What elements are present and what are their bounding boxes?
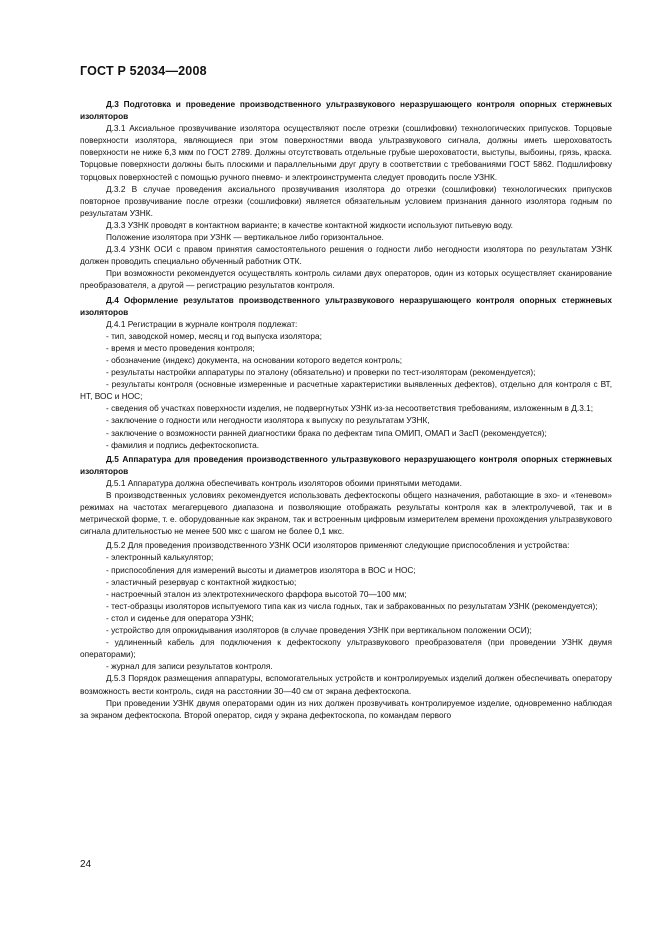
paragraph-d4-1: Д.4.1 Регистрации в журнале контроля подлежат: [106,318,298,329]
paragraph-d5-3: Д.5.3 Порядок размещения аппаратуры, вспомогательных устройств и контролируемых изделий должен обеспечивать оператору возможность вести контроль, сидя на расстоянии 30—40 см от экрана дефектоскопа. [80,673,612,696]
paragraph: При проведении УЗНК двумя операторами один из них должен прозвучивать контролируемое изделие, одновременно наблюдая за экраном дефектоскопа. Второй оператор, сидя у экрана дефектоскопа, по командам первого [80,697,612,720]
list-item: - эластичный резервуар с контактной жидкостью; [106,576,297,587]
list-item: - тип, заводской номер, месяц и год выпуска изолятора; [106,330,322,341]
paragraph-d5-2: Д.5.2 Для проведения производственного УЗНК ОСИ изоляторов применяют следующие приспособления и устройства: [106,540,570,551]
list-item: - заключение о годности или негодности изолятора к выпуску по результатам УЗНК, [106,415,430,426]
list-item: - устройство для опрокидывания изоляторов (в случае проведения УЗНК при вертикальном положении ОСИ); [106,625,532,636]
section-heading-d5: Д.5 Аппаратура для проведения производственного ультразвукового неразрушающего контроля опорных стержневых изоляторов [80,453,612,476]
section-heading-d4: Д.4 Оформление результатов производственного ультразвукового неразрушающего контроля опорных стержневых изоляторов [80,294,612,317]
paragraph: В производственных условиях рекомендуется использовать дефектоскопы общего назначения, работающие в эхо- и «теневом» режимах на частотах мегагерцевого диапазона и позволяющие отображать результаты контроля как в электролучевой, так и в метрической форме, т. е. оборудованные как экраном, так и встроенным цифровым измерителем времени прохождения ультразвукового сигнала длительностью не менее 500 мкс с шагом не более 0,1 мкс. [80,490,612,537]
list-item: - стол и сиденье для оператора УЗНК; [106,612,254,623]
section-heading-d3: Д.3 Подготовка и проведение производственного ультразвукового неразрушающего контроля опорных стержневых изоляторов [80,99,612,122]
list-item: - заключение о возможности ранней диагностики брака по дефектам типа ОМИП, ОМАП и ЗасП (рекомендуется); [106,427,547,438]
paragraph-d3-2: Д.3.2 В случае проведения аксиального прозвучивания изолятора до отрезки (сошлифовки) технологических припусков повторное прозвучивание после отрезки (сошлифовки) является обязательным условием признания данного изолятора годным по результатам УЗНК. [80,183,612,218]
list-item: - время и место проведения контроля; [106,342,255,353]
list-item: - приспособления для измерений высоты и диаметров изолятора в ВОС и НОС; [106,564,416,575]
list-item: - журнал для записи результатов контроля. [106,661,273,672]
paragraph: Положение изолятора при УЗНК — вертикальное либо горизонтальное. [106,232,384,243]
paragraph-d3-3: Д.3.3 УЗНК проводят в контактном варианте; в качестве контактной жидкости используют питьевую воду. [106,219,513,230]
list-item: - удлиненный кабель для подключения к дефектоскопу ультразвукового преобразователя (при проведении УЗНК двумя операторами); [80,637,612,660]
list-item: - настроечный эталон из электротехнического фарфора высотой 70—100 мм; [106,588,407,599]
list-item: - результаты настройки аппаратуры по эталону (обязательно) и проверки по тест-изоляторам (рекомендуется); [106,367,536,378]
paragraph: При возможности рекомендуется осуществлять контроль силами двух операторов, один из которых осуществляет сканирование преобразователя, а другой — регистрацию результатов контроля. [80,268,612,291]
list-item: - сведения об участках поверхности изделия, не подвергнутых УЗНК из-за несоответствия требованиям, изложенным в Д.3.1; [106,403,594,414]
list-item: - тест-образцы изоляторов испытуемого типа как из числа годных, так и забракованных по результатам УЗНК (рекомендуется); [106,600,598,611]
list-item: - результаты контроля (основные измеренные и расчетные характеристики выявленных дефектов), отдельно для контроля с ВТ, НТ, ВОС и НОС; [80,379,612,402]
list-item: - обозначение (индекс) документа, на основании которого ведется контроль; [106,354,403,365]
document-body [80,96,612,721]
paragraph-d3-4: Д.3.4 УЗНК ОСИ с правом принятия самостоятельного решения о годности либо негодности изолятора по результатам УЗНК должен проводить специально обученный работник ОТК. [80,244,612,267]
list-item: - электронный калькулятор; [106,552,214,563]
paragraph-d3-1: Д.3.1 Аксиальное прозвучивание изолятора осуществляют после отрезки (сошлифовки) технологических припусков. Торцовые поверхности изолятора, являющиеся при этом поверхностями ввода ультразвукового сигнала, должны иметь шероховатость поверхности не ниже 6,3 мкм по ГОСТ 2789. Должны отсутствовать отдельные грубые шероховатости, выступы, выбоины, грязь, краска. Торцовые поверхности должны быть плоскими и параллельными друг другу в соответствии с требованиями ГОСТ 5862. Подшлифовку торцовых поверхностей с помощью ручного пневмо- и электроинструмента следует проводить после УЗНК. [80,123,612,182]
paragraph-d5-1: Д.5.1 Аппаратура должна обеспечивать контроль изоляторов обоими принятыми методами. [106,477,462,488]
page-number: 24 [80,859,92,870]
list-item: - фамилия и подпись дефектоскописта. [106,439,260,450]
document-code: ГОСТ Р 52034—2008 [80,64,207,78]
